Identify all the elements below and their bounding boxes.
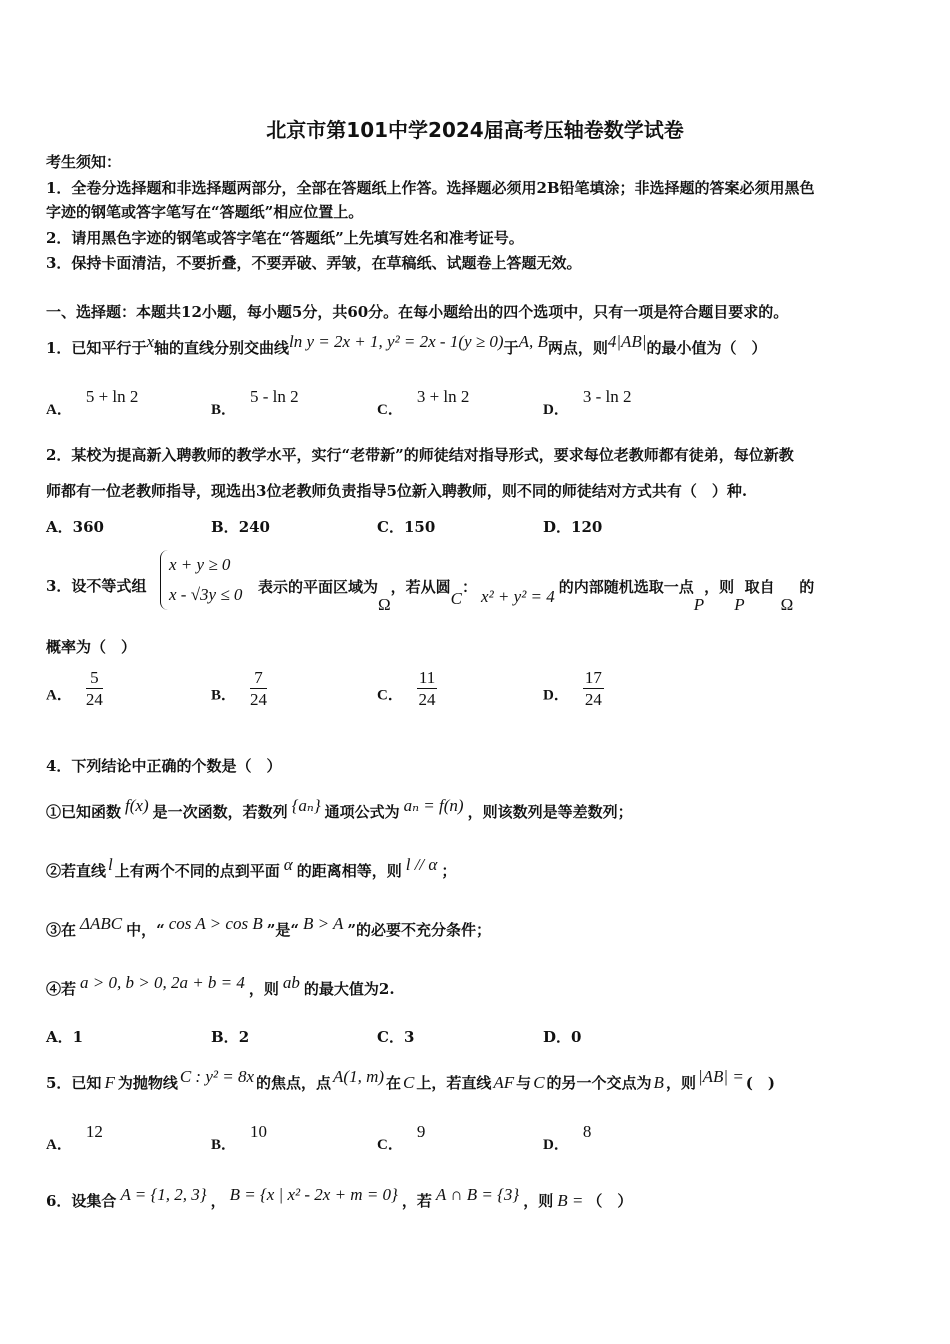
notice-item-1a: 1．全卷分选择题和非选择题两部分，全部在答题纸上作答。选择题必须用2B铅笔填涂；非选择题的答案必须用黑色 <box>46 179 815 197</box>
q4-option-d <box>543 1026 581 1047</box>
question-4-stem: 4．下列结论中正确的个数是（ ） <box>46 757 282 775</box>
q4-math: l <box>108 855 113 874</box>
q4-math: ab <box>282 973 300 992</box>
option-value: 150 <box>403 518 436 536</box>
option-value: 3 + ln 2 <box>416 387 470 406</box>
option-value: 8 <box>582 1122 592 1141</box>
q4-math: aₙ = f(n) <box>403 796 464 815</box>
q6-text: ，则 <box>523 1192 554 1210</box>
question-3-line-2: 概率为（ ） <box>46 638 137 656</box>
option-value: 240 <box>238 518 270 536</box>
q4-text: ④若 <box>46 980 77 998</box>
option-label: D． <box>543 518 572 536</box>
q4-text: ”是“ <box>266 921 299 939</box>
notice-item-2: 2．请用黑色字迹的钢笔或答字笔在“答题纸”上先填写姓名和准考证号。 <box>46 229 524 247</box>
q4-math: f(x) <box>125 796 149 815</box>
q6-text: （ ） <box>587 1192 633 1210</box>
q4-math: ΔABC <box>80 914 123 933</box>
numerator: 17 <box>584 668 602 687</box>
q3-option-a <box>46 668 103 717</box>
denominator: 24 <box>85 690 103 709</box>
q4-math: l // α <box>405 855 438 874</box>
q5-text: 在 <box>386 1074 402 1092</box>
q3-math: Ω <box>378 595 391 614</box>
option-label: D． <box>543 687 569 704</box>
q1-option-b <box>211 387 299 419</box>
option-value: 10 <box>250 1122 268 1141</box>
q6-math: A = {1, 2, 3} <box>120 1185 207 1204</box>
option-label: A． <box>46 518 73 536</box>
q5-text: ，则 <box>665 1074 696 1092</box>
q1-text: 于 <box>503 339 519 357</box>
q3-text: 的内部随机选取一点 <box>558 578 694 596</box>
q5-option-b <box>211 1122 268 1154</box>
q1-math: 4|AB| <box>607 332 647 351</box>
q5-math: B <box>653 1073 664 1092</box>
option-label: A． <box>46 1137 72 1153</box>
section-heading: 一、选择题：本题共12小题，每小题5分，共60分。在每小题给出的四个选项中，只有一项是符合题目要求的。 <box>46 303 789 321</box>
q4-text: ，则该数列是等差数列； <box>467 803 633 821</box>
q5-text: 为抛物线 <box>117 1074 178 1092</box>
q5-text: ( ) <box>745 1074 775 1092</box>
denominator: 24 <box>250 690 268 709</box>
denominator: 24 <box>584 690 602 709</box>
q5-math: |AB| = <box>697 1067 744 1086</box>
q3-text: 表示的平面区域为 <box>258 578 379 596</box>
option-value: 360 <box>72 518 104 536</box>
option-label: C． <box>377 1028 404 1046</box>
q4-text: 的最大值为2. <box>303 980 395 998</box>
q2-option-a <box>46 516 104 537</box>
option-value: 12 <box>85 1122 103 1141</box>
q3-math: C <box>450 589 463 608</box>
inequality-system <box>160 550 242 610</box>
numerator: 5 <box>86 668 103 689</box>
q1-text: 1．已知平行于 <box>46 339 147 357</box>
q6-text: ， <box>210 1192 226 1210</box>
q1-text: 轴的直线分别交曲线 <box>154 339 290 357</box>
q5-math: A(1, m) <box>333 1067 385 1086</box>
q3-text: 取自 <box>744 578 775 596</box>
q6-math: A ∩ B = {3} <box>435 1185 520 1204</box>
q5-text: 上，若直线 <box>416 1074 492 1092</box>
question-2-line-1: 2．某校为提高新入聘教师的教学水平，实行“老带新”的师徒结对指导形式，要求每位老教师都有徒弟，每位新教 <box>46 446 794 464</box>
q3-math: Ω <box>780 595 794 614</box>
fraction <box>86 668 103 711</box>
q3-text: ： <box>462 578 478 596</box>
q4-text: ②若直线 <box>46 862 107 880</box>
option-value: 9 <box>416 1122 426 1141</box>
fraction <box>417 668 437 711</box>
q4-statement-4 <box>46 973 900 999</box>
option-label: A． <box>46 402 72 418</box>
q2-option-b <box>211 516 270 537</box>
option-value: 3 <box>403 1028 415 1046</box>
q5-math: AF <box>493 1073 515 1092</box>
q5-text: 的焦点，点 <box>256 1074 332 1092</box>
page-title: 北京市第101中学2024届高考压轴卷数学试卷 <box>266 118 684 142</box>
option-value: 120 <box>571 518 603 536</box>
q4-statement-3 <box>46 914 900 940</box>
q5-option-a <box>46 1122 103 1154</box>
q5-text: 与 <box>516 1074 532 1092</box>
q1-math: ln y = 2x + 1, y² = 2x - 1(y ≥ 0) <box>289 332 504 351</box>
q1-math: x <box>146 332 154 351</box>
option-value: 3 - ln 2 <box>582 387 632 406</box>
option-label: B． <box>211 1028 239 1046</box>
option-label: C． <box>377 1137 403 1153</box>
q4-option-c <box>377 1026 414 1047</box>
denominator: 24 <box>418 690 436 709</box>
q4-text: 是一次函数，若数列 <box>152 803 288 821</box>
q4-text: ③在 <box>46 921 77 939</box>
q4-text: 中，“ <box>126 921 165 939</box>
q4-option-a <box>46 1026 83 1047</box>
inequality-1: x + y ≥ 0 <box>169 555 231 574</box>
q3-option-c <box>377 668 437 717</box>
question-3-stem-left: 3．设不等式组 <box>46 577 147 595</box>
inequality-2: x - √3y ≤ 0 <box>169 585 243 604</box>
q5-option-c <box>377 1122 426 1154</box>
option-label: B． <box>211 687 237 704</box>
q6-text: 6．设集合 <box>46 1192 117 1210</box>
option-value: 5 - ln 2 <box>250 387 299 406</box>
q5-text: 的另一个交点为 <box>546 1074 652 1092</box>
q1-option-c <box>377 387 470 419</box>
q4-text: 的距离相等，则 <box>296 862 402 880</box>
option-label: B． <box>211 402 237 418</box>
option-value: 1 <box>72 1028 84 1046</box>
q4-option-b <box>211 1026 249 1047</box>
notice-heading: 考生须知： <box>46 153 122 171</box>
option-label: D． <box>543 1028 572 1046</box>
option-value: 5 + ln 2 <box>85 387 139 406</box>
option-label: C． <box>377 518 404 536</box>
q4-math: {aₙ} <box>291 796 321 815</box>
q1-text: 的最小值为（ ） <box>646 339 767 357</box>
numerator: 7 <box>250 668 267 689</box>
q4-text: 通项公式为 <box>324 803 400 821</box>
option-label: A． <box>46 687 72 704</box>
q3-text: ，则 <box>704 578 735 596</box>
q1-option-a <box>46 387 139 419</box>
option-label: A． <box>46 1028 73 1046</box>
q4-text: ； <box>441 862 457 880</box>
q5-math: C : y² = 8x <box>179 1067 255 1086</box>
option-label: C． <box>377 687 403 704</box>
q3-text: ，若从圆 <box>390 578 451 596</box>
option-value: 0 <box>571 1028 582 1046</box>
q6-text: ，若 <box>401 1192 432 1210</box>
q4-text: ，则 <box>248 980 279 998</box>
q5-math: F <box>104 1073 115 1092</box>
q4-math: α <box>283 855 293 874</box>
q4-math: B > A <box>302 914 344 933</box>
q2-option-d <box>543 516 602 537</box>
numerator: 11 <box>418 668 436 687</box>
question-3-stem-right <box>258 576 815 614</box>
q2-option-c <box>377 516 435 537</box>
q6-math: B = <box>557 1191 584 1210</box>
q4-statement-1 <box>46 796 900 822</box>
option-label: B． <box>211 518 239 536</box>
fraction <box>250 668 267 711</box>
q4-text: ”的必要不充分条件； <box>347 921 492 939</box>
question-1-stem <box>46 332 900 358</box>
q5-math: C <box>533 1073 545 1092</box>
q3-option-b <box>211 668 268 717</box>
question-6-stem <box>46 1185 900 1211</box>
question-5-stem <box>46 1067 900 1093</box>
q3-math: x² + y² = 4 <box>481 587 555 606</box>
q5-option-d <box>543 1122 592 1154</box>
option-value: 2 <box>238 1028 250 1046</box>
question-2-line-2: 师都有一位老教师指导，现选出3位老教师负责指导5位新入聘教师，则不同的师徒结对方式共有（ ）种. <box>46 482 748 500</box>
q4-math: a > 0, b > 0, 2a + b = 4 <box>80 973 245 992</box>
q4-text: ①已知函数 <box>46 803 122 821</box>
q1-text: 两点，则 <box>547 339 608 357</box>
q3-option-d <box>543 668 604 717</box>
fraction <box>583 668 604 711</box>
q1-option-d <box>543 387 632 419</box>
notice-item-3: 3．保持卡面清洁，不要折叠，不要弄破、弄皱，在草稿纸、试题卷上答题无效。 <box>46 254 582 272</box>
q4-statement-2 <box>46 855 900 881</box>
q5-text: 5．已知 <box>46 1074 102 1092</box>
q5-math: C <box>403 1073 415 1092</box>
option-label: B． <box>211 1137 237 1153</box>
option-label: D． <box>543 1137 569 1153</box>
option-label: C． <box>377 402 403 418</box>
q3-text: 的 <box>799 578 815 596</box>
option-label: D． <box>543 402 569 418</box>
q4-text: 上有两个不同的点到平面 <box>114 862 280 880</box>
q6-math: B = {x | x² - 2x + m = 0} <box>229 1185 398 1204</box>
q4-math: cos A > cos B <box>168 914 263 933</box>
q3-math: P <box>734 595 745 614</box>
notice-item-1b: 字迹的钢笔或答字笔写在“答题纸”相应位置上。 <box>46 203 364 221</box>
q3-math: P <box>693 595 705 614</box>
q1-math: A, B <box>518 332 548 351</box>
